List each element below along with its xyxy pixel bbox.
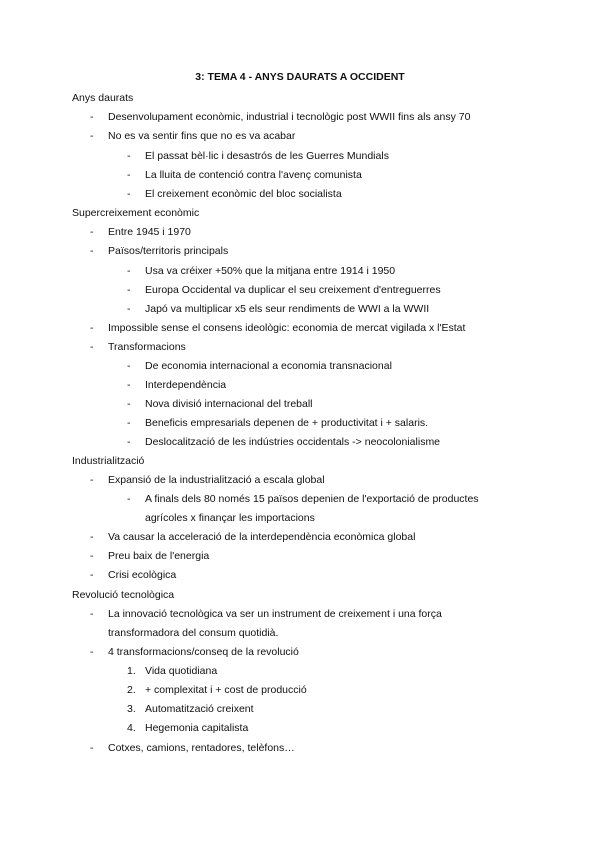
sub-list-item: La lluita de contenció contra l'avenç comunista [145,169,362,181]
sub-list-item: Nova divisió internacional del treball [145,398,313,410]
dash-marker: - [90,550,94,562]
dash-marker: - [90,531,94,543]
dash-marker: - [127,417,131,429]
list-item: Països/territoris principals [108,245,229,257]
list-item: Impossible sense el consens ideològic: economia de mercat vigilada x l'Estat [108,322,466,334]
list-item: Expansió de la industrialització a escala global [108,474,325,486]
sub-list-item: Beneficis empresarials depenen de + productivitat i + salaris. [145,417,429,429]
sub-list-item: Europa Occidental va duplicar el seu creixement d'entreguerres [145,284,441,296]
dash-marker: - [90,226,94,238]
sub-list-item: A finals dels 80 només 15 països depenien de l'exportació de productes [145,493,479,505]
list-number: 2. [127,684,136,696]
list-item: Desenvolupament econòmic, industrial i tecnològic post WWII fins als ansy 70 [108,111,471,123]
dash-marker: - [127,303,131,315]
dash-marker: - [127,493,131,505]
dash-marker: - [127,150,131,162]
sub-list-item-continuation: agrícoles x finançar les importacions [145,512,315,524]
dash-marker: - [127,436,131,448]
numbered-item: Automatització creixent [145,703,254,715]
sub-list-item: Japó va multiplicar x5 els seur rendiments de WWI a la WWII [145,303,430,315]
dash-marker: - [90,130,94,142]
dash-marker: - [90,322,94,334]
sub-list-item: De economia internacional a economia transnacional [145,360,392,372]
list-item: Entre 1945 i 1970 [108,226,191,238]
list-item: No es va sentir fins que no es va acabar [108,130,296,142]
sub-list-item: Interdependència [145,379,227,391]
dash-marker: - [127,284,131,296]
dash-marker: - [90,245,94,257]
dash-marker: - [127,169,131,181]
list-item: Crisi ecològica [108,569,177,581]
dash-marker: - [90,608,94,620]
dash-marker: - [90,569,94,581]
list-item: Cotxes, camions, rentadores, telèfons… [108,742,295,754]
sub-list-item: El passat bèl·lic i desastrós de les Guerres Mundials [145,150,389,162]
list-item: Preu baix de l'energia [108,550,210,562]
list-number: 1. [127,665,136,677]
sub-list-item: Deslocalització de les indústries occidentals -> neocolonialisme [145,436,441,448]
list-item: Va causar la acceleració de la interdependència econòmica global [108,531,416,543]
dash-marker: - [90,646,94,658]
numbered-item: + complexitat i + cost de producció [145,684,307,696]
dash-marker: - [90,111,94,123]
numbered-item: Vida quotidiana [145,665,218,677]
section-heading: Anys daurats [72,92,134,104]
dash-marker: - [90,474,94,486]
dash-marker: - [127,265,131,277]
section-heading: Revolució tecnològica [72,589,175,601]
list-number: 4. [127,722,136,734]
dash-marker: - [127,398,131,410]
list-item-continuation: transformadora del consum quotidià. [108,627,279,639]
list-number: 3. [127,703,136,715]
sub-list-item: El creixement econòmic del bloc socialista [145,188,342,200]
dash-marker: - [90,742,94,754]
section-heading: Industrialització [72,455,145,467]
dash-marker: - [90,341,94,353]
sub-list-item: Usa va créixer +50% que la mitjana entre 1914 i 1950 [145,265,396,277]
list-item: 4 transformacions/conseq de la revolució [108,646,299,658]
list-item: Transformacions [108,341,186,353]
dash-marker: - [127,379,131,391]
section-heading: Supercreixement econòmic [72,207,200,219]
document-title: 3: TEMA 4 - ANYS DAURATS A OCCIDENT [195,71,405,83]
dash-marker: - [127,188,131,200]
list-item: La innovació tecnològica va ser un instrument de creixement i una força [108,608,442,620]
dash-marker: - [127,360,131,372]
numbered-item: Hegemonia capitalista [145,722,249,734]
